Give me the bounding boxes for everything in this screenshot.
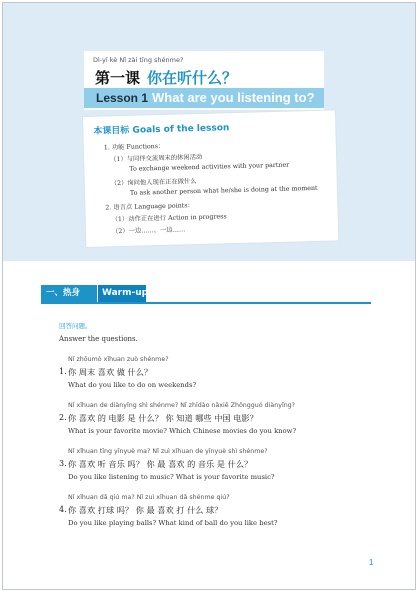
question-pinyin: Nǐ xǐhuan tīng yīnyuè ma? Nǐ zuì xǐhuan de yīnyuè shì shénme? — [68, 448, 268, 455]
question-number: 4. — [59, 505, 67, 514]
warmup-label-cn: 一、热身 — [41, 285, 97, 302]
question-pinyin: Nǐ xǐhuan dǎ qiú ma? Nǐ zuì xǐhuan dǎ shénme qiú? — [68, 494, 230, 501]
question-cn: 你 周末 喜欢 做 什么？ — [68, 367, 153, 377]
warmup-label-en: Warm-up — [98, 285, 146, 302]
question-cn: 你 喜欢 的 电影 是 什么？ 你 知道 哪些 中国 电影？ — [68, 413, 258, 423]
question-en: What is your favorite movie? Which Chinese movies do you know? — [68, 427, 297, 435]
goal-line: （1）与同伴交流周末的休闲活动 — [110, 153, 203, 164]
textbook-page — [2, 2, 416, 590]
lesson-title-en: What are you listening to? — [152, 90, 315, 105]
lesson-title-english-bar — [84, 88, 324, 108]
question-number: 1. — [59, 367, 67, 376]
question-en: What do you like to do on weekends? — [68, 381, 197, 389]
question-cn: 你 喜欢 听 音乐 吗？ 你 最 喜欢 的 音乐 是 什么？ — [68, 459, 253, 469]
page-number: 1 — [369, 558, 374, 567]
goal-line: 1. 功能 Functions： — [103, 142, 165, 152]
question-number: 3. — [59, 459, 67, 468]
instruction-cn: 回答问题。 — [59, 322, 92, 330]
goals-card — [83, 110, 338, 247]
lesson-number-cn: 第一课 — [95, 69, 141, 87]
question-pinyin: Nǐ zhōumò xǐhuan zuò shénme? — [68, 356, 169, 363]
goals-title: 本课目标 Goals of the lesson — [93, 123, 230, 137]
goal-line: To exchange weekend activities with your partner — [129, 161, 290, 173]
lesson-title-pinyin: Dì-yī kè Nǐ zài tīng shénme? — [93, 56, 184, 64]
question-en: Do you like playing balls? What kind of ball do you like best? — [68, 519, 278, 527]
question-cn: 你 喜欢 打球 吗？ 你 最 喜欢 打 什么 球？ — [68, 505, 223, 515]
goal-line: 2. 语言点 Language points： — [105, 202, 194, 212]
lesson-title-cn: 你在听什么？ — [147, 69, 238, 87]
lesson-number-en: Lesson 1 — [96, 91, 149, 105]
goal-line: To ask another person what he/she is doing at the moment — [129, 184, 318, 197]
question-number: 2. — [59, 413, 67, 422]
goal-line: （2）询问他人现在正在做什么 — [110, 178, 197, 188]
instruction-en: Answer the questions. — [59, 335, 138, 343]
goal-line: （2）一边……，一边…… — [111, 226, 186, 236]
question-pinyin: Nǐ xǐhuan de diànyǐng shì shénme? Nǐ zhīdào nǎxiē Zhōngguó diànyǐng? — [68, 402, 296, 409]
question-en: Do you like listening to music? What is your favorite music? — [68, 473, 275, 481]
goal-line: （1）动作正在进行 Action in progress — [111, 213, 227, 224]
section-divider — [41, 302, 371, 304]
lesson-title-chinese — [95, 67, 237, 88]
